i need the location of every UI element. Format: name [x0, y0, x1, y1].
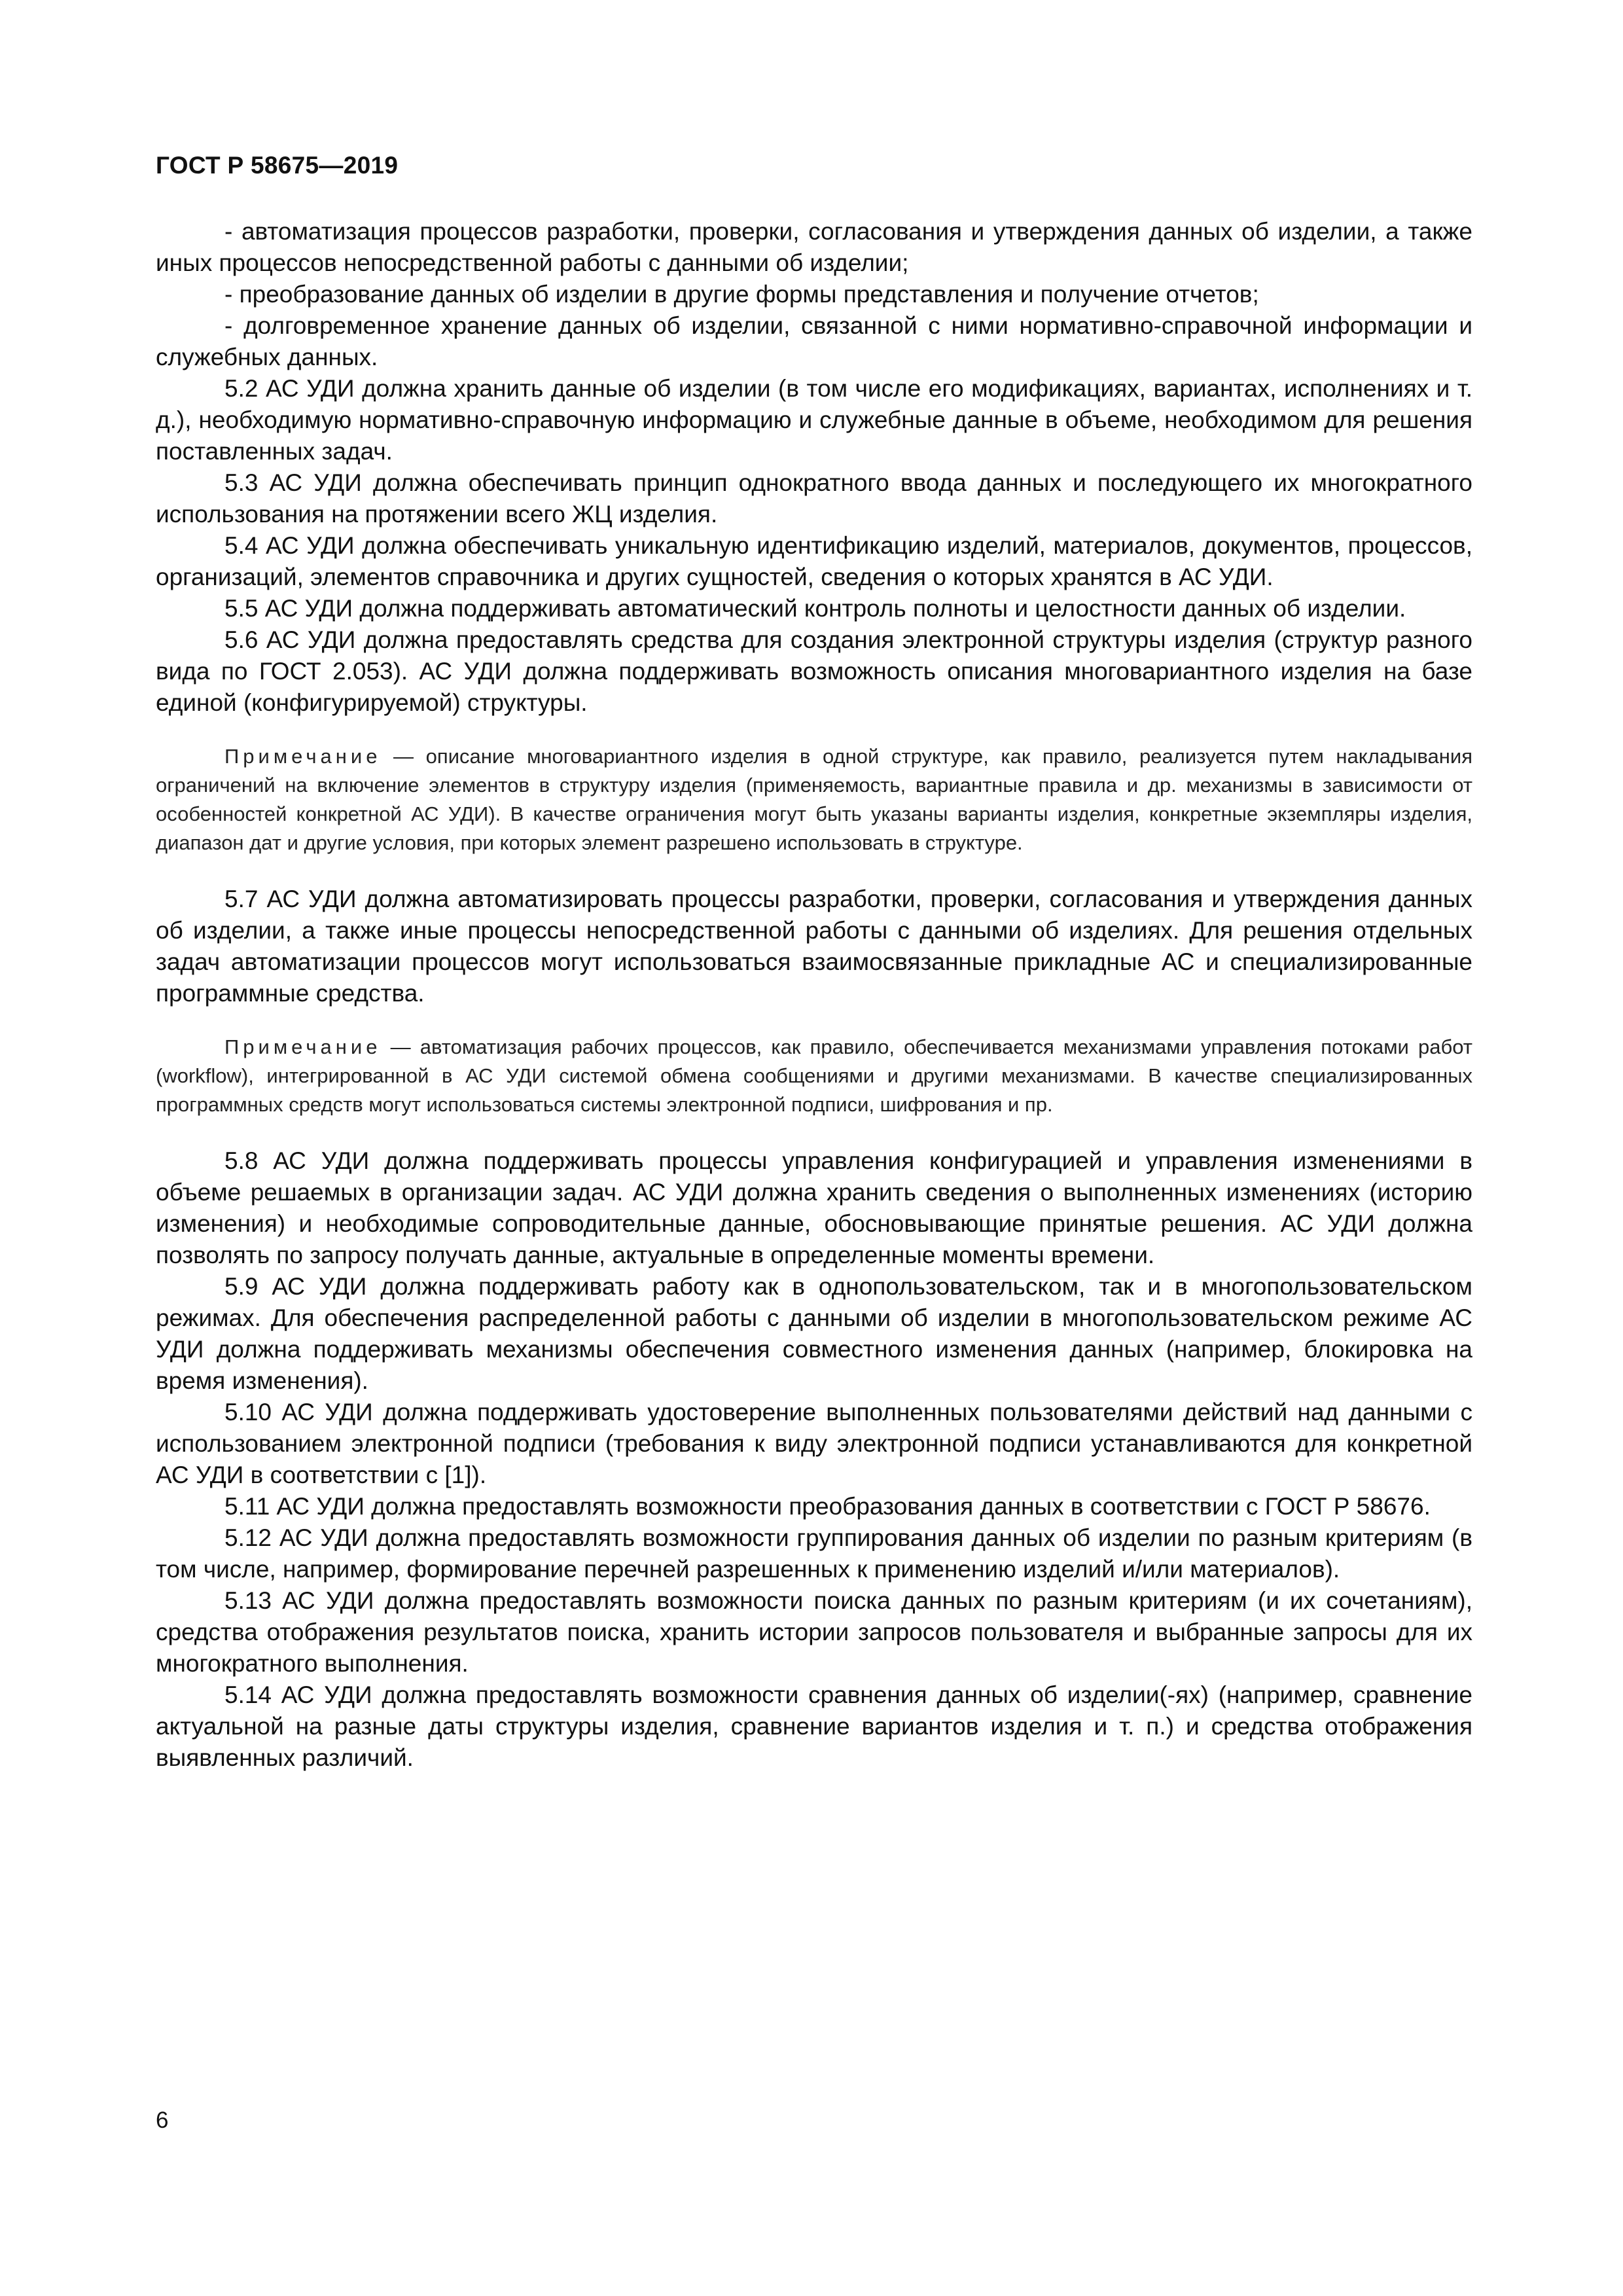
paragraph: 5.13 АС УДИ должна предоставлять возможности поиска данных по разным критериям (и их сочетаниям), средства отображения результатов поиска, хранить истории запросов пользователя и выбранные запросы для их многократного выполнения. — [156, 1587, 1472, 1677]
note-label: Примечание — [224, 1035, 382, 1058]
note — [156, 742, 1472, 857]
paragraph: 5.8 АС УДИ должна поддерживать процессы управления конфигурацией и управления изменениями в объеме решаемых в организации задач. АС УДИ должна хранить сведения о выполненных изменениях (историю изменения) и необходимые сопроводительные данные, обосновывающие принятые решения. АС УДИ должна позволять по запросу получать данные, актуальные в определенные моменты времени. — [156, 1147, 1472, 1268]
paragraph: 5.9 АС УДИ должна поддерживать работу как в однопользовательском, так и в многопользовательском режимах. Для обеспечения распределенной работы с данными об изделии в многопользовательском режиме АС УДИ должна поддерживать механизмы обеспечения совместного изменения данных (например, блокировка на время изменения). — [156, 1273, 1472, 1394]
paragraph: 5.10 АС УДИ должна поддерживать удостоверение выполненных пользователями действий над данными с использованием электронной подписи (требования к виду электронной подписи устанавливаются для конкретной АС УДИ в соответствии с [1]). — [156, 1399, 1472, 1488]
paragraph: - преобразование данных об изделии в другие формы представления и получение отчетов; — [224, 281, 1259, 308]
paragraph: 5.5 АС УДИ должна поддерживать автоматический контроль полноты и целостности данных об изделии. — [224, 595, 1406, 622]
note-label: Примечание — [224, 745, 382, 768]
document-header: ГОСТ Р 58675—2019 — [156, 152, 399, 179]
paragraph: 5.12 АС УДИ должна предоставлять возможности группирования данных об изделии по разным критериям (в том числе, например, формирование перечней разрешенных к применению изделий и/или материалов). — [156, 1524, 1472, 1583]
paragraph: 5.14 АС УДИ должна предоставлять возможности сравнения данных об изделии(-ях) (например, сравнение актуальной на разные даты структуры изделия, сравнение вариантов изделия и т. п.) и средства отображения выявленных различий. — [156, 1681, 1472, 1771]
paragraph: 5.6 АС УДИ должна предоставлять средства для создания электронной структуры изделия (структур разного вида по ГОСТ 2.053). АС УДИ должна поддерживать возможность описания многовариантного изделия на базе единой (конфигурируемой) структуры. — [156, 626, 1472, 716]
note-text: — автоматизация рабочих процессов, как правило, обеспечивается механизмами управления потоками работ (workflow), интегрированной в АС УДИ системой обмена сообщениями и другими механизмами. В качестве специализированных программных средств могут использоваться системы электронной подписи, шифрования и пр. — [156, 1035, 1472, 1116]
paragraph: 5.3 АС УДИ должна обеспечивать принцип однократного ввода данных и последующего их многократного использования на протяжении всего ЖЦ изделия. — [156, 469, 1472, 528]
note-text: — описание многовариантного изделия в одной структуре, как правило, реализуется путем накладывания ограничений на включение элементов в структуру изделия (применяемость, вариантные правила и др. механизмы в зависимости от особенностей конкретной АС УДИ). В качестве ограничения могут быть указаны варианты изделия, конкретные экземпляры изделия, диапазон дат и другие условия, при которых элемент разрешено использовать в структуре. — [156, 745, 1472, 854]
document-body — [156, 216, 1472, 1774]
paragraph: - автоматизация процессов разработки, проверки, согласования и утверждения данных об изделии, а также иных процессов непосредственной работы с данными об изделии; — [156, 218, 1472, 276]
paragraph: - долговременное хранение данных об изделии, связанной с ними нормативно-справочной информации и служебных данных. — [156, 312, 1472, 370]
note — [156, 1033, 1472, 1119]
paragraph: 5.2 АС УДИ должна хранить данные об изделии (в том числе его модификациях, вариантах, исполнениях и т. д.), необходимую нормативно-справочную информацию и служебные данные в объеме, необходимом для решения поставленных задач. — [156, 375, 1472, 465]
paragraph: 5.11 АС УДИ должна предоставлять возможности преобразования данных в соответствии с ГОСТ Р 58676. — [224, 1493, 1431, 1520]
paragraph: 5.4 АС УДИ должна обеспечивать уникальную идентификацию изделий, материалов, документов, процессов, организаций, элементов справочника и других сущностей, сведения о которых хранятся в АС УДИ. — [156, 532, 1472, 590]
page-number: 6 — [156, 2108, 169, 2133]
paragraph: 5.7 АС УДИ должна автоматизировать процессы разработки, проверки, согласования и утверждения данных об изделии, а также иные процессы непосредственной работы с данными об изделиях. Для решения отдельных задач автоматизации процессов могут использоваться взаимосвязанные прикладные АС и специализированные программные средства. — [156, 886, 1472, 1007]
